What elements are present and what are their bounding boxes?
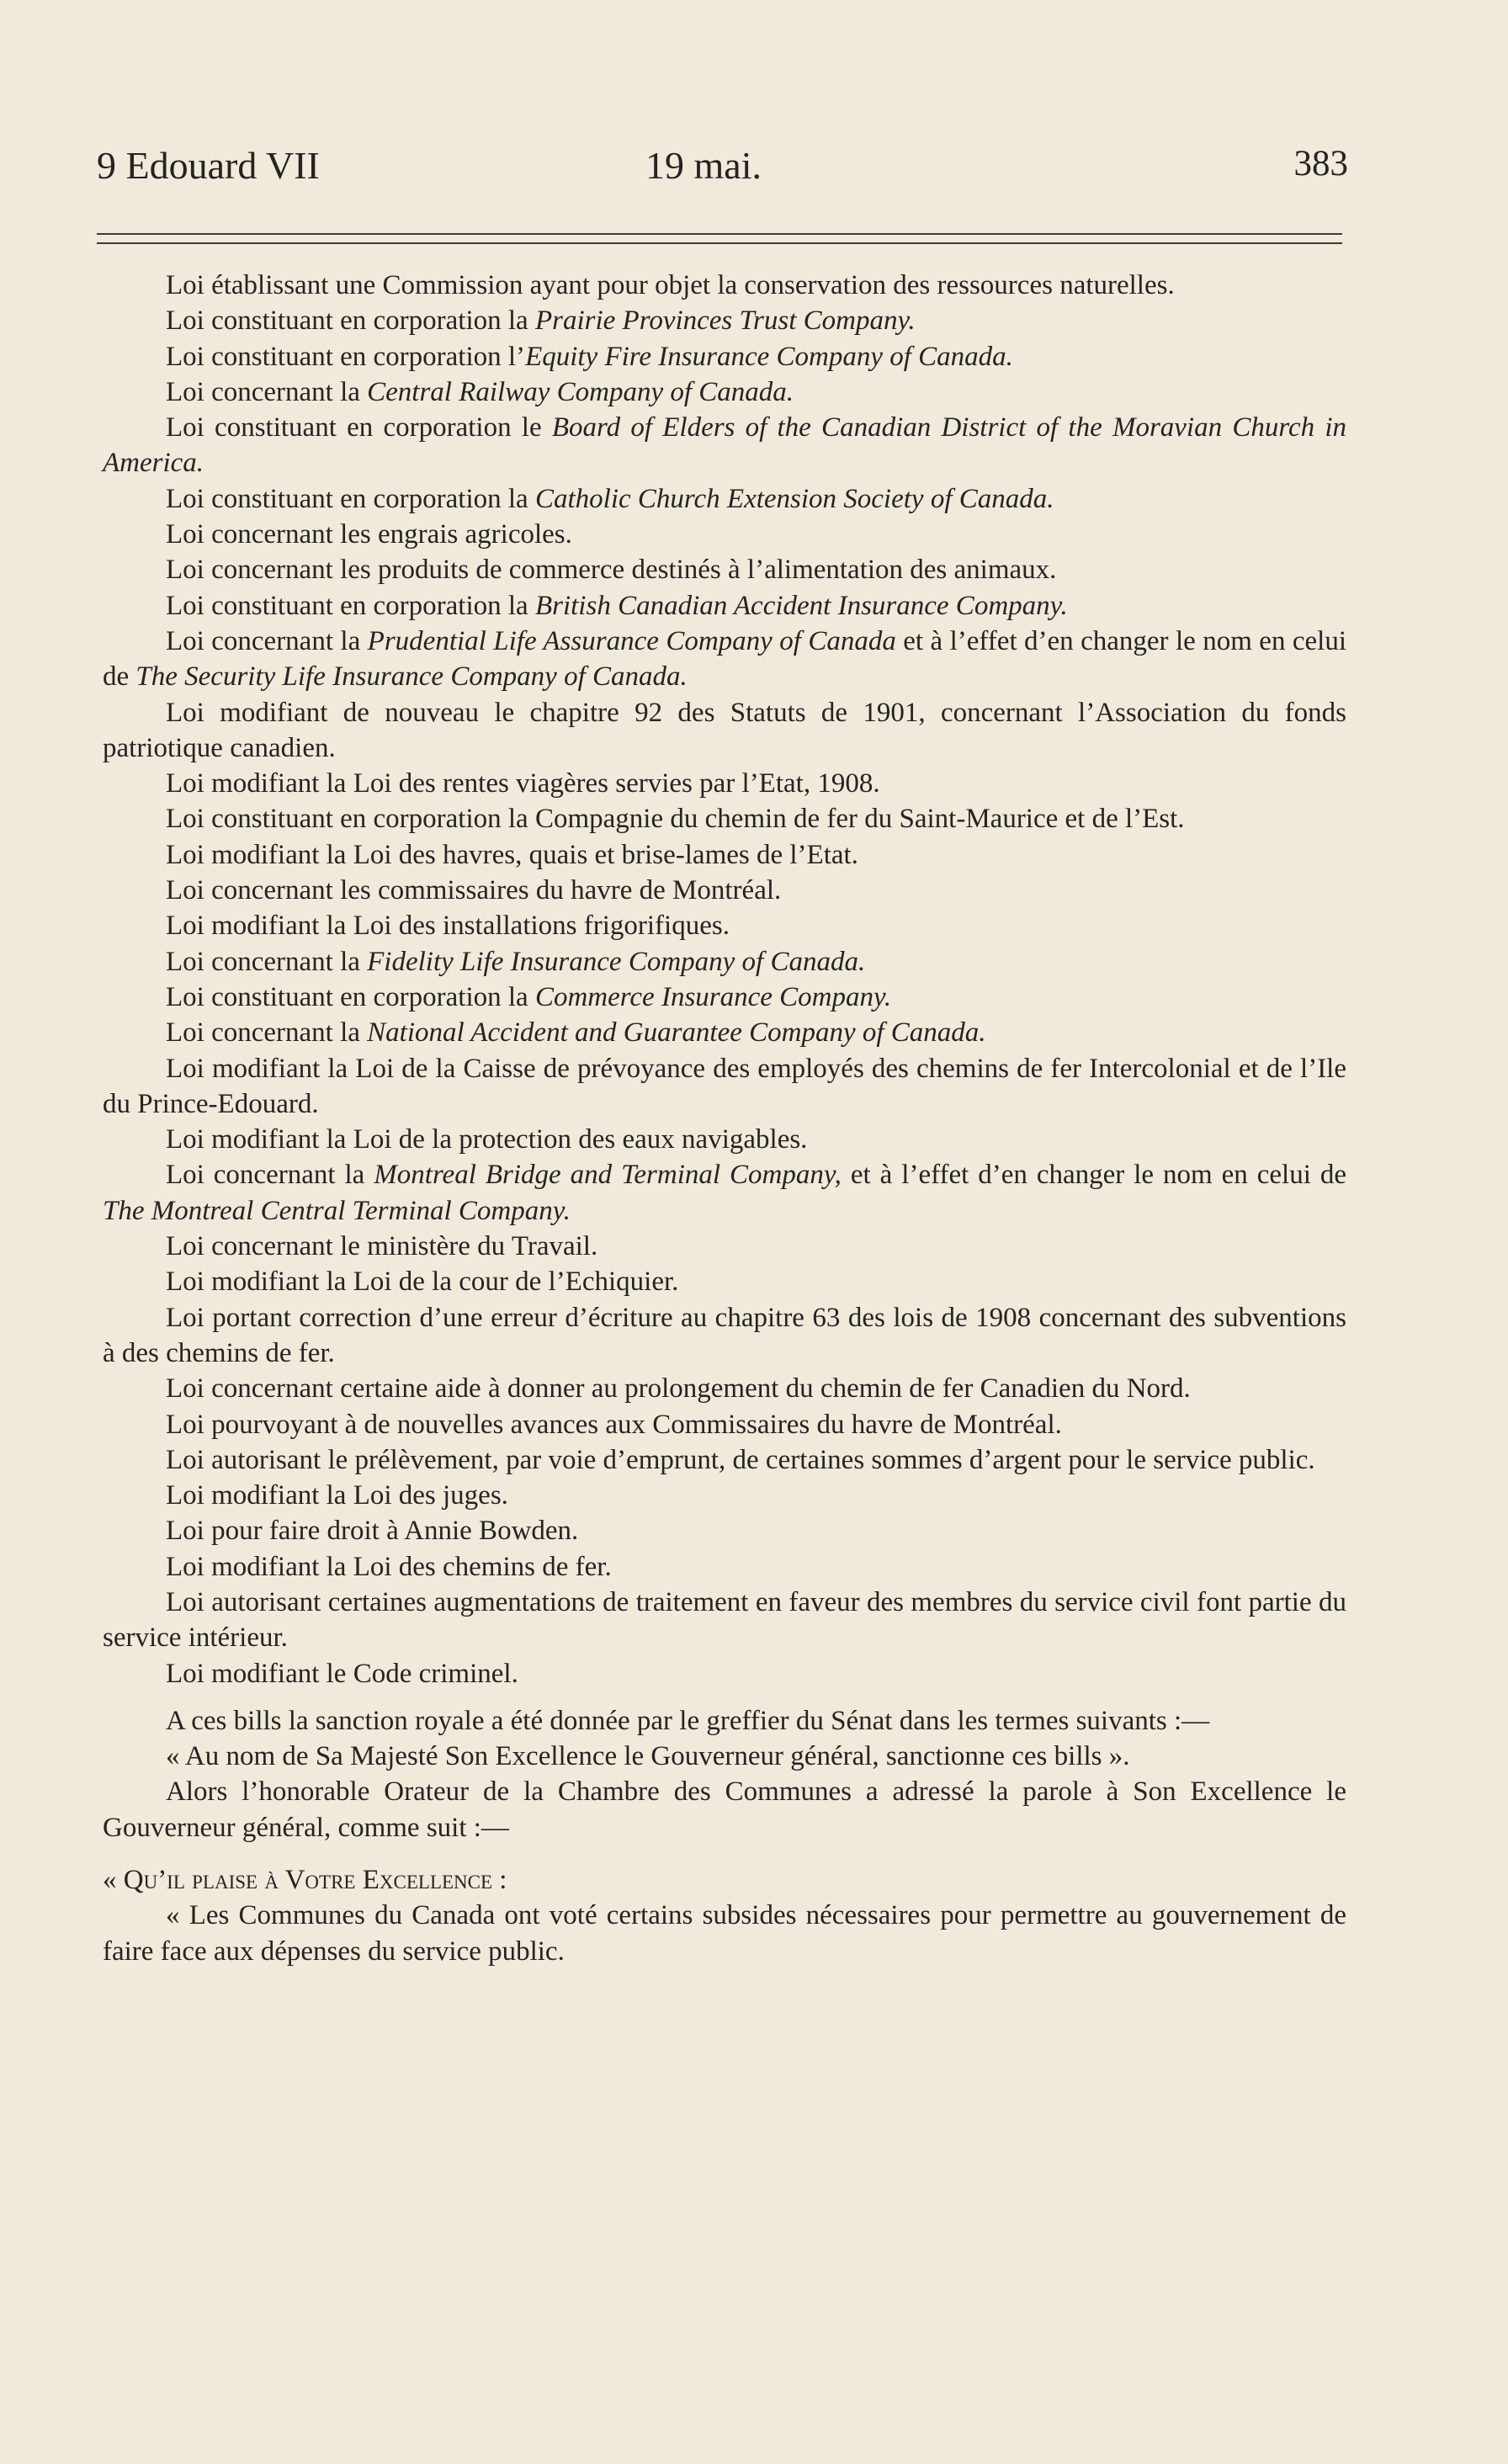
bill-entry: Loi concernant les engrais agricoles. [166, 519, 572, 550]
bill-entry: Loi modifiant le Code criminel. [166, 1658, 518, 1689]
bill-entry: Loi modifiant la Loi de la protection des eaux navigables. [166, 1124, 808, 1155]
header-rule-bottom [97, 242, 1342, 244]
address-text: « Les Communes du Canada ont voté certains subsides nécessaires pour permettre au gouvernement de faire face aux dépenses du service public. [103, 1900, 1346, 1967]
bill-entry: Loi établissant une Commission ayant pour objet la conservation des ressources naturelles. [166, 270, 1175, 300]
bill-entry: Loi constituant en corporation la Commerce Insurance Company. [166, 981, 892, 1012]
bill-entry: Loi concernant la Prudential Life Assurance Company of Canada et à l’effet d’en changer le nom en celui de The Security Life Insurance Company of Canada. [103, 625, 1346, 693]
bill-entry: Loi pourvoyant à de nouvelles avances aux Commissaires du havre de Montréal. [166, 1409, 1062, 1440]
speaker-address: Alors l’honorable Orateur de la Chambre des Communes a adressé la parole à Son Excellence le Gouverneur général, comme suit :— [103, 1776, 1346, 1843]
bill-entry: Loi concernant le ministère du Travail. [166, 1231, 598, 1262]
bill-entry: Loi modifiant la Loi des rentes viagères servies par l’Etat, 1908. [166, 768, 880, 799]
bill-entry: Loi modifiant de nouveau le chapitre 92 des Statuts de 1901, concernant l’Association du fonds patriotique canadien. [103, 697, 1346, 763]
header-reign: 9 Edouard VII [97, 144, 320, 187]
bill-entry: Loi autorisant le prélèvement, par voie d’emprunt, de certaines sommes d’argent pour le service public. [166, 1444, 1315, 1475]
bill-entry: Loi concernant les commissaires du havre de Montréal. [166, 875, 782, 906]
bill-entry: Loi modifiant la Loi des installations frigorifiques. [166, 911, 730, 942]
bill-entry: Loi concernant certaine aide à donner au prolongement du chemin de fer Canadien du Nord. [166, 1373, 1191, 1405]
bill-entry: Loi pour faire droit à Annie Bowden. [166, 1516, 579, 1547]
bill-entry: Loi constituant en corporation la Compagnie du chemin de fer du Saint-Maurice et de l’Est. [166, 804, 1185, 835]
page-number: 383 [1293, 144, 1348, 183]
sanction-intro: A ces bills la sanction royale a été donnée par le greffier du Sénat dans les termes suivants :— [166, 1705, 1210, 1736]
bill-entry: Loi concernant la Fidelity Life Insurance Company of Canada. [166, 946, 866, 977]
bill-entry: Loi constituant en corporation la Catholic Church Extension Society of Canada. [166, 483, 1054, 514]
address-title: « Qu’il plaise à Votre Excellence : [103, 1865, 507, 1896]
bill-entry: Loi constituant en corporation le Board of Elders of the Canadian District of the Moravian Church in America. [103, 412, 1346, 479]
bill-list [103, 268, 1346, 1691]
bill-entry: Loi constituant en corporation la British Canadian Accident Insurance Company. [166, 590, 1068, 621]
header-rule-top [97, 233, 1342, 235]
body-text [103, 268, 1346, 1969]
bill-entry: Loi autorisant certaines augmentations de traitement en faveur des membres du service civil font partie du service intérieur. [103, 1586, 1346, 1654]
bill-entry: Loi modifiant la Loi des havres, quais et brise-lames de l’Etat. [166, 839, 858, 870]
bill-entry: Loi concernant les produits de commerce destinés à l’alimentation des animaux. [166, 555, 1057, 586]
running-header [97, 143, 1348, 202]
bill-entry: Loi concernant la Central Railway Company of Canada. [166, 376, 794, 407]
bill-entry: Loi modifiant la Loi des chemins de fer. [166, 1551, 612, 1582]
bill-entry: Loi concernant la National Accident and Guarantee Company of Canada. [166, 1017, 986, 1049]
header-date: 19 mai. [645, 144, 762, 187]
bill-entry: Loi concernant la Montreal Bridge and Terminal Company, et à l’effet d’en changer le nom en celui de The Montreal Central Terminal Company. [103, 1160, 1346, 1226]
bill-entry: Loi modifiant la Loi de la cour de l’Echiquier. [166, 1267, 679, 1298]
bill-entry: Loi modifiant la Loi des juges. [166, 1480, 508, 1511]
bill-entry: Loi portant correction d’une erreur d’écriture au chapitre 63 des lois de 1908 concernant des subventions à des chemins de fer. [103, 1302, 1346, 1368]
bill-entry: Loi constituant en corporation la Prairie Provinces Trust Company. [166, 305, 916, 337]
sanction-quote: « Au nom de Sa Majesté Son Excellence le Gouverneur général, sanctionne ces bills ». [166, 1741, 1130, 1772]
bill-entry: Loi modifiant la Loi de la Caisse de prévoyance des employés des chemins de fer Intercolonial et de l’Ile du Prince-Edouard. [103, 1053, 1346, 1119]
bill-entry: Loi constituant en corporation l’Equity Fire Insurance Company of Canada. [166, 341, 1013, 372]
